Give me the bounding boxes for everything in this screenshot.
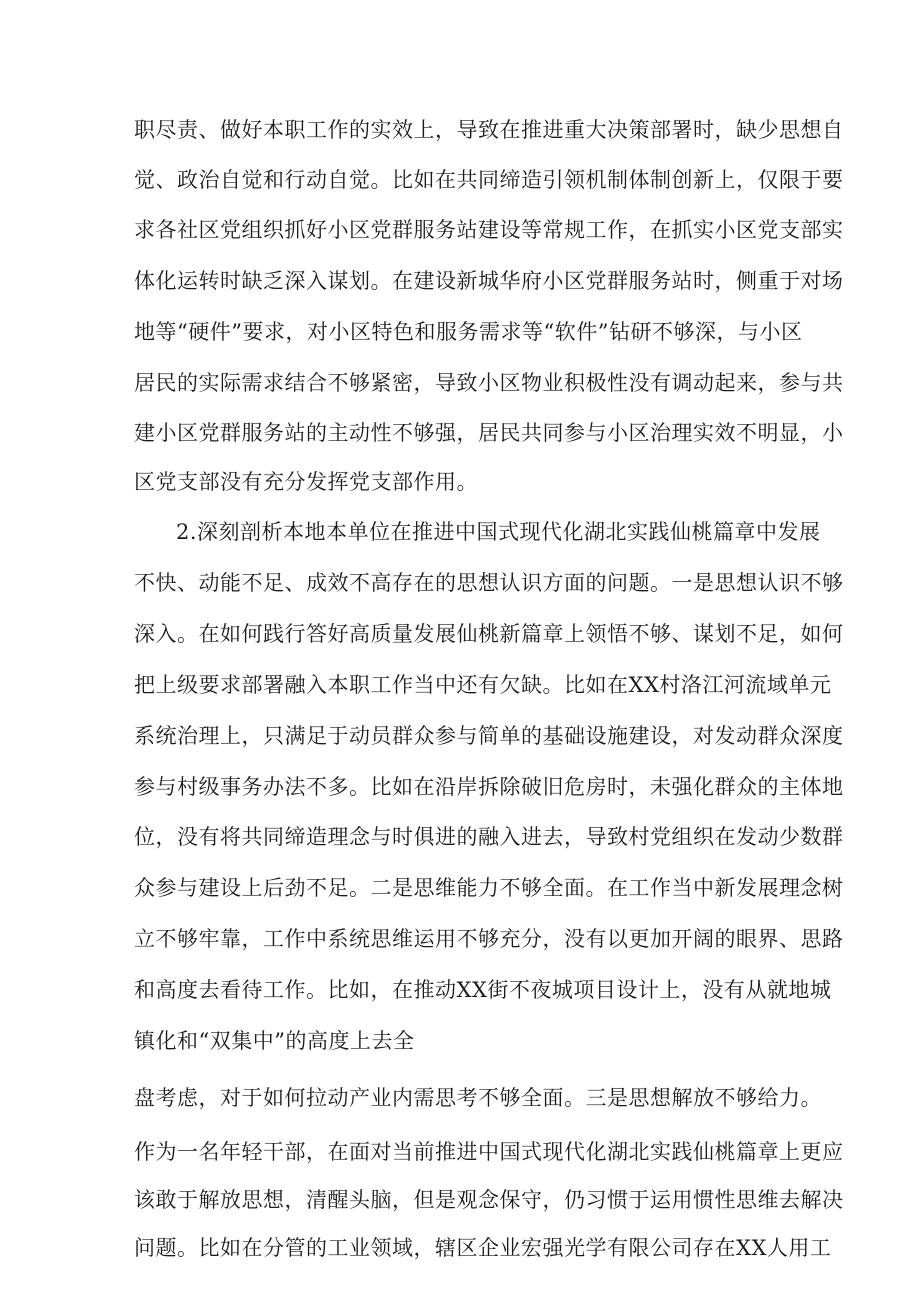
paragraph-line: 建小区党群服务站的主动性不够强，居民共同参与小区治理实效不明显，小 xyxy=(134,421,844,445)
paragraph-line: 不快、动能不足、成效不高存在的思想认识方面的问题。一是思想认识不够 xyxy=(134,571,844,595)
paragraph-line: 把上级要求部署融入本职工作当中还有欠缺。比如在XX村洛江河流域单元 xyxy=(134,673,832,697)
paragraph-line: 作为一名年轻干部，在面对当前推进中国式现代化湖北实践仙桃篇章上更应 xyxy=(134,1140,844,1164)
paragraph-heading-line: 2.深刻剖析本地本单位在推进中国式现代化湖北实践仙桃篇章中发展 xyxy=(176,520,821,544)
paragraph-line: 参与村级事务办法不多。比如在沿岸拆除破旧危房时，未强化群众的主体地 xyxy=(134,775,844,799)
paragraph-line: 该敢于解放思想，清醒头脑，但是观念保守，仍习惯于运用惯性思维去解决 xyxy=(134,1188,844,1212)
paragraph-line: 系统治理上，只满足于动员群众参与简单的基础设施建设，对发动群众深度 xyxy=(134,724,844,748)
paragraph-line: 问题。比如在分管的工业领域，辖区企业宏强光学有限公司存在XX人用工 xyxy=(134,1236,832,1260)
paragraph-line: 镇化和“双集中”的高度上去全 xyxy=(134,1029,415,1053)
paragraph-line: 立不够牢靠，工作中系统思维运用不够充分，没有以更加开阔的眼界、思路 xyxy=(134,927,844,951)
paragraph-line: 体化运转时缺乏深入谋划。在建设新城华府小区党群服务站时，侧重于对场 xyxy=(134,269,844,293)
paragraph-line: 位，没有将共同缔造理念与时俱进的融入进去，导致村党组织在发动少数群 xyxy=(134,825,844,849)
paragraph-line: 地等“硬件”要求，对小区特色和服务需求等“软件”钻研不够深，与小区 xyxy=(134,320,803,344)
paragraph-line: 深入。在如何践行答好高质量发展仙桃新篇章上领悟不够、谋划不足，如何 xyxy=(134,622,844,646)
paragraph-line: 盘考虑，对于如何拉动产业内需思考不够全面。三是思想解放不够给力。 xyxy=(134,1086,822,1110)
paragraph-line: 和高度去看待工作。比如，在推动XX街不夜城项目设计上，没有从就地城 xyxy=(134,978,832,1002)
paragraph-line: 众参与建设上后劲不足。二是思维能力不够全面。在工作当中新发展理念树 xyxy=(134,876,844,900)
paragraph-line: 觉、政治自觉和行动自觉。比如在共同缔造引领机制体制创新上，仅限于要 xyxy=(134,168,844,192)
paragraph-line: 求各社区党组织抓好小区党群服务站建设等常规工作，在抓实小区党支部实 xyxy=(134,218,844,242)
paragraph-line: 区党支部没有充分发挥党支部作用。 xyxy=(134,470,478,494)
paragraph-line: 居民的实际需求结合不够紧密，导致小区物业积极性没有调动起来，参与共 xyxy=(134,371,844,395)
paragraph-line: 职尽责、做好本职工作的实效上，导致在推进重大决策部署时，缺少思想自 xyxy=(134,118,844,142)
